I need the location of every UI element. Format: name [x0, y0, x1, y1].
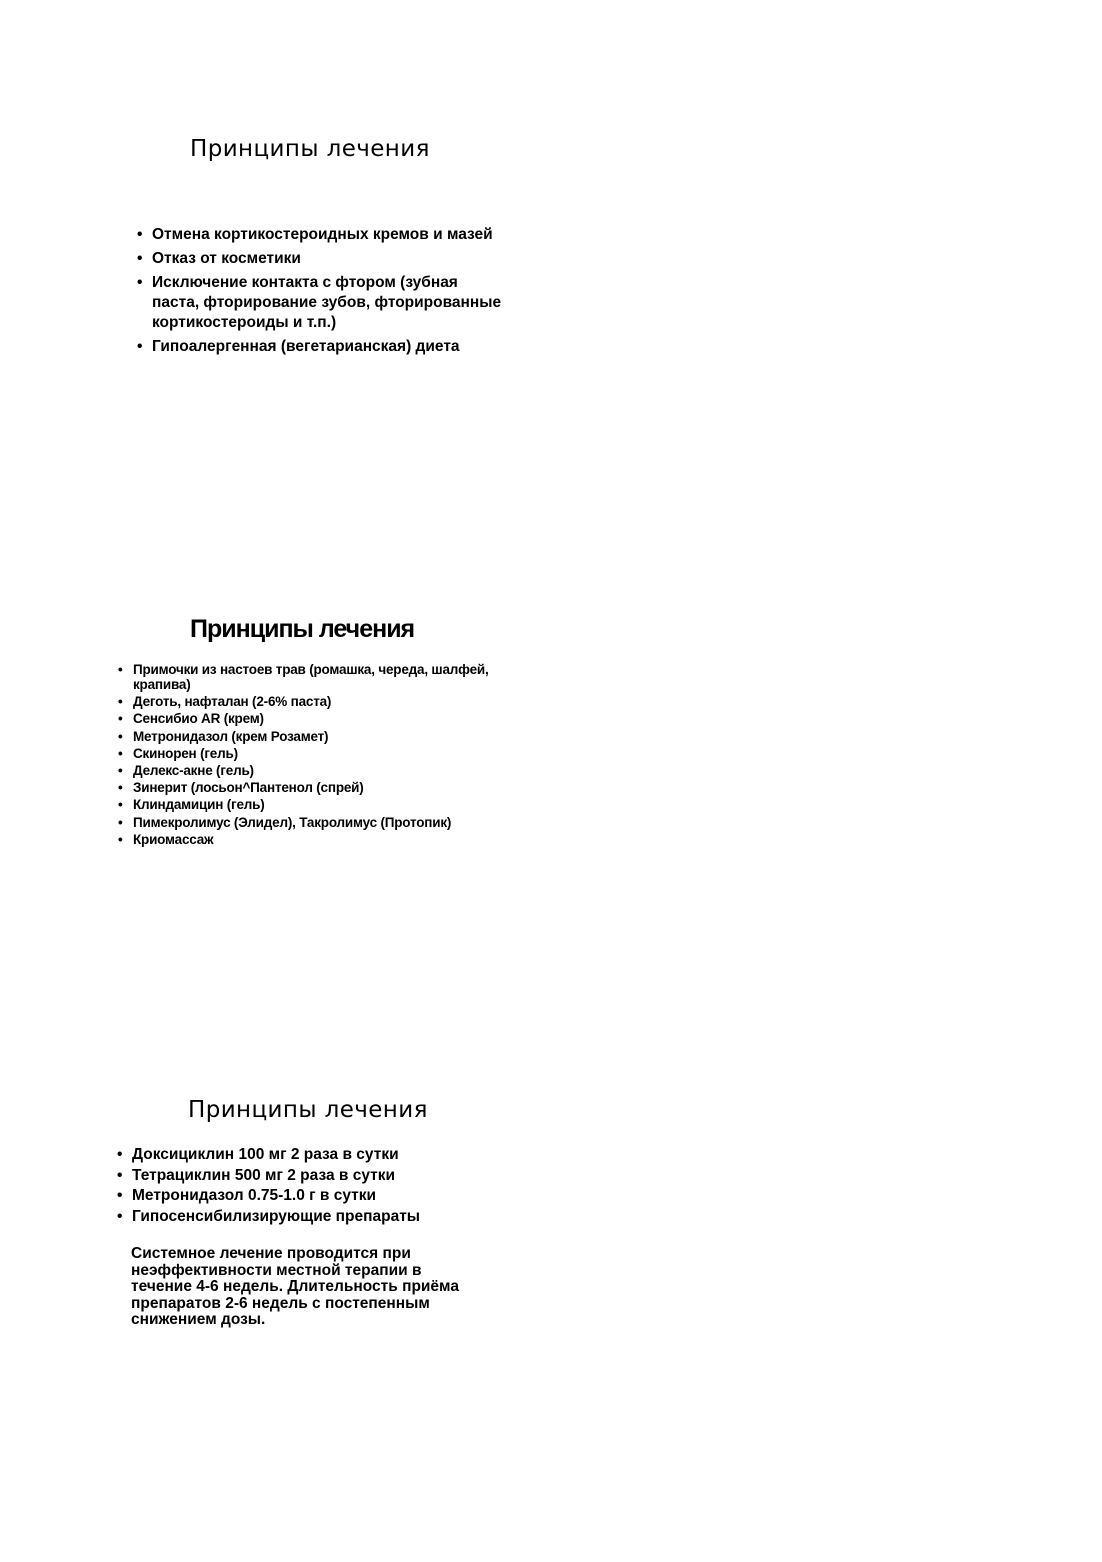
bullet-icon: •	[118, 694, 123, 710]
list-item-text: Примочки из настоев трав (ромашка, череда, шалфей, крапива)	[133, 662, 489, 692]
list-item	[118, 711, 498, 726]
list-item	[118, 662, 498, 692]
list-item-text: Деготь, нафталан (2-6% паста)	[133, 694, 332, 710]
list-item-text: Криомассаж	[133, 831, 214, 847]
list-item	[137, 225, 507, 245]
bullet-icon: •	[137, 226, 143, 243]
bullet-icon: •	[118, 711, 123, 727]
list-item-text: Зинерит (лосьон^Пантенол (спрей)	[133, 780, 364, 796]
list-item	[118, 780, 498, 795]
list-item-text: Клиндамицин (гель)	[133, 797, 265, 813]
list-item	[118, 797, 498, 812]
list-item	[117, 1207, 497, 1226]
bullet-icon: •	[137, 250, 143, 267]
list-item	[118, 694, 498, 709]
list-item-text: Тетрациклин 500 мг 2 раза в сутки	[132, 1166, 396, 1184]
bullet-icon: •	[117, 1187, 123, 1204]
list-item-text: Скинорен (гель)	[133, 745, 238, 761]
list-item	[118, 763, 498, 778]
list-item	[118, 832, 498, 847]
bullet-icon: •	[117, 1166, 123, 1184]
list-item-text: Сенсибио AR (крем)	[133, 711, 264, 727]
list-item-text: Метронидазол (крем Розамет)	[133, 728, 329, 744]
bullet-list	[117, 1145, 497, 1227]
bullet-list	[118, 662, 498, 849]
list-item-text: Делекс-акне (гель)	[133, 762, 254, 778]
bullet-icon: •	[118, 780, 123, 796]
bullet-list	[137, 225, 507, 361]
bullet-icon: •	[118, 762, 123, 778]
list-item-text: Доксициклин 100 мг 2 раза в сутки	[132, 1146, 399, 1163]
bullet-icon: •	[117, 1207, 123, 1225]
list-item-text: Гипосенсибилизирующие препараты	[132, 1207, 421, 1225]
list-item	[137, 273, 507, 333]
list-item-text: Пимекролимус (Элидел), Такролимус (Протопик)	[133, 814, 452, 830]
list-item	[137, 337, 507, 357]
bullet-icon: •	[137, 338, 143, 355]
list-item-text: Исключение контакта с фтором (зубная паста, фторирование зубов, фторированные кортикостероиды и т.п.)	[152, 274, 502, 331]
bullet-icon: •	[118, 745, 123, 761]
treatment-note: Системное лечение проводится при неэффективности местной терапии в течение 4-6 недель. Длительность приёма препаратов 2-6 недель с постепенным снижением дозы.	[131, 1245, 459, 1328]
bullet-icon: •	[118, 831, 123, 847]
list-item-text: Метронидазол 0.75-1.0 г в сутки	[132, 1187, 377, 1204]
list-item-text: Гипоалергенная (вегетарианская) диета	[152, 338, 460, 355]
bullet-icon: •	[137, 274, 143, 291]
list-item	[117, 1186, 497, 1205]
slide-title: Принципы лечения	[190, 615, 415, 643]
bullet-icon: •	[117, 1146, 123, 1163]
list-item	[118, 815, 498, 830]
bullet-icon: •	[118, 797, 123, 813]
list-item	[118, 746, 498, 761]
slide-title: Принципы лечения	[190, 136, 430, 162]
list-item	[137, 249, 507, 269]
list-item-text: Отмена кортикостероидных кремов и мазей	[152, 226, 493, 243]
bullet-icon: •	[118, 662, 123, 677]
list-item	[117, 1166, 497, 1185]
list-item-text: Отказ от косметики	[152, 250, 301, 267]
slide-title: Принципы лечения	[188, 1097, 428, 1123]
list-item	[118, 729, 498, 744]
bullet-icon: •	[118, 814, 123, 830]
bullet-icon: •	[118, 728, 123, 744]
list-item	[117, 1145, 497, 1164]
